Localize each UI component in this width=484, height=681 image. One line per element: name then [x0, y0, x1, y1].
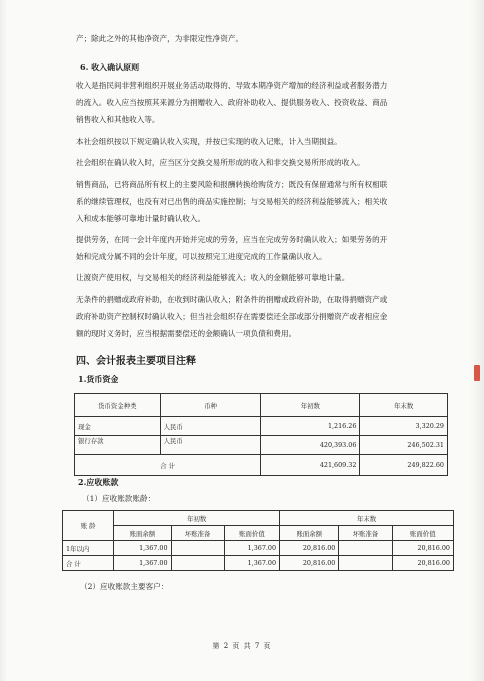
aging-row-2-c6: 20,816.00: [392, 556, 453, 571]
table-row: [75, 455, 448, 476]
cash-title: 1.货币资金: [78, 374, 119, 384]
paragraph-revenue-def-3: 销售收入和其他收入等。: [76, 115, 160, 124]
aging-sub-4: 账面余额: [280, 526, 339, 541]
aging-row-2-c1: 1,367.00: [114, 556, 171, 571]
table-header-row: [75, 394, 448, 417]
paragraph-services-2: 始和完成分属不同的会计年度，可以按照完工进度完成的工作量确认收入。: [76, 252, 327, 261]
cash-total-label: 合 计: [75, 455, 261, 476]
aging-header-close: 年末数: [280, 511, 454, 526]
aging-row-1-label: 1年以内: [63, 541, 114, 556]
aging-row-1-c2: [171, 541, 224, 556]
aging-row-1-c6: 20,816.00: [392, 541, 453, 556]
red-binding-mark: [474, 365, 480, 381]
paragraph-asset-use: 让渡资产使用权，与交易相关的经济利益能够流入；收入的金额能够可靠地计量。: [76, 273, 350, 282]
aging-sub-6: 账面价值: [392, 526, 453, 541]
aging-header-open: 年初数: [114, 511, 280, 526]
paragraph-net-assets-end: 产；除此之外的其他净资产，为非限定性净资产。: [76, 34, 244, 43]
aging-row-2-c2: [171, 556, 224, 571]
cash-row-2-type: 银行存款: [75, 436, 161, 455]
paragraph-revenue-def-2: 的流入。收入应当按照其来源分为捐赠收入、政府补助收入、提供服务收入、投资收益、商品: [76, 98, 388, 107]
cash-header-close: 年末数: [360, 394, 448, 417]
aging-sub-3: 账面价值: [224, 526, 279, 541]
cash-row-2-currency: 人民币: [160, 436, 261, 455]
paragraph-donations-1: 无条件的捐赠或政府补助，在收到时确认收入；附条件的捐赠或政府补助，在取得捐赠资产或: [76, 295, 388, 304]
aging-row-2-c4: 20,816.00: [280, 556, 339, 571]
table-header-row: [63, 526, 454, 541]
aging-row-1-c5: [339, 541, 392, 556]
table-row: [75, 436, 448, 455]
cash-row-1-close: 3,320.29: [360, 417, 448, 436]
paragraph-services-1: 提供劳务，在同一会计年度内开始并完成的劳务，应当在完成劳务时确认收入；如果劳务的开: [76, 235, 388, 244]
paragraph-donations-2: 政府补助资产控制权时确认收入；但当社会组织存在需要偿还全部或部分捐赠资产或者相应金: [76, 312, 388, 321]
cash-header-currency: 币种: [160, 394, 261, 417]
cash-row-1-type: 现金: [75, 417, 161, 436]
table-row: [75, 417, 448, 436]
aging-sub-1: 账面余额: [114, 526, 171, 541]
cash-table: [74, 393, 448, 476]
paragraph-recognition-rule: 本社会组织按以下规定确认收入实现，并按已实现的收入记账，计入当期损益。: [76, 137, 342, 146]
aging-row-2-label: 合 计: [63, 556, 114, 571]
cash-row-2-open: 420,393.06: [261, 436, 360, 455]
paragraph-sales-1: 销售商品，已将商品所有权上的主要风险和报酬转换给购货方；既没有保留通常与所有权相联: [76, 180, 388, 189]
aging-sub-5: 坏账准备: [339, 526, 392, 541]
paragraph-sales-3: 入和成本能够可靠地计量时确认收入。: [76, 214, 206, 223]
receivables-customers-subtitle: （2）应收账款主要客户：: [80, 582, 169, 591]
section-4-title: 四、会计报表主要项目注释: [76, 356, 196, 367]
paragraph-donations-3: 额的现时义务时，应当根据需要偿还的金额确认一项负债和费用。: [76, 329, 297, 338]
heading-revenue-recognition: 6. 收入确认原则: [80, 62, 140, 72]
cash-row-1-open: 1,216.26: [261, 417, 360, 436]
aging-row-2-c5: [339, 556, 392, 571]
cash-header-open: 年初数: [261, 394, 360, 417]
cash-row-2-close: 246,502.31: [360, 436, 448, 455]
receivables-title: 2.应收账款: [78, 477, 119, 487]
paragraph-revenue-def-1: 收入是指民间非营利组织开展业务活动取得的、导致本期净资产增加的经济利益或者服务潜力: [76, 81, 388, 90]
cash-total-open: 421,609.32: [261, 455, 360, 476]
table-row: [63, 541, 454, 556]
aging-row-2-c3: 1,367.00: [224, 556, 279, 571]
cash-row-1-currency: 人民币: [160, 417, 261, 436]
table-row: [63, 556, 454, 571]
cash-total-close: 249,822.60: [360, 455, 448, 476]
page-footer: 第 2 页 共 7 页: [212, 642, 272, 650]
aging-sub-2: 坏账准备: [171, 526, 224, 541]
aging-header-label: 账 龄: [63, 511, 114, 541]
paragraph-sales-2: 系的继续管理权，也没有对已出售的商品实施控制；与交易相关的经济利益能够流入；相关收: [76, 197, 388, 206]
cash-header-type: 货币资金种类: [75, 394, 161, 417]
paragraph-exchange-transactions: 社会组织在确认收入时，应当区分交换交易所形成的收入和非交换交易所形成的收入。: [76, 158, 365, 167]
receivables-aging-table: [62, 510, 454, 571]
table-header-row: [63, 511, 454, 526]
receivables-aging-subtitle: （1）应收账款账龄：: [82, 494, 156, 503]
aging-row-1-c4: 20,816.00: [280, 541, 339, 556]
aging-row-1-c3: 1,367.00: [224, 541, 279, 556]
aging-row-1-c1: 1,367.00: [114, 541, 171, 556]
